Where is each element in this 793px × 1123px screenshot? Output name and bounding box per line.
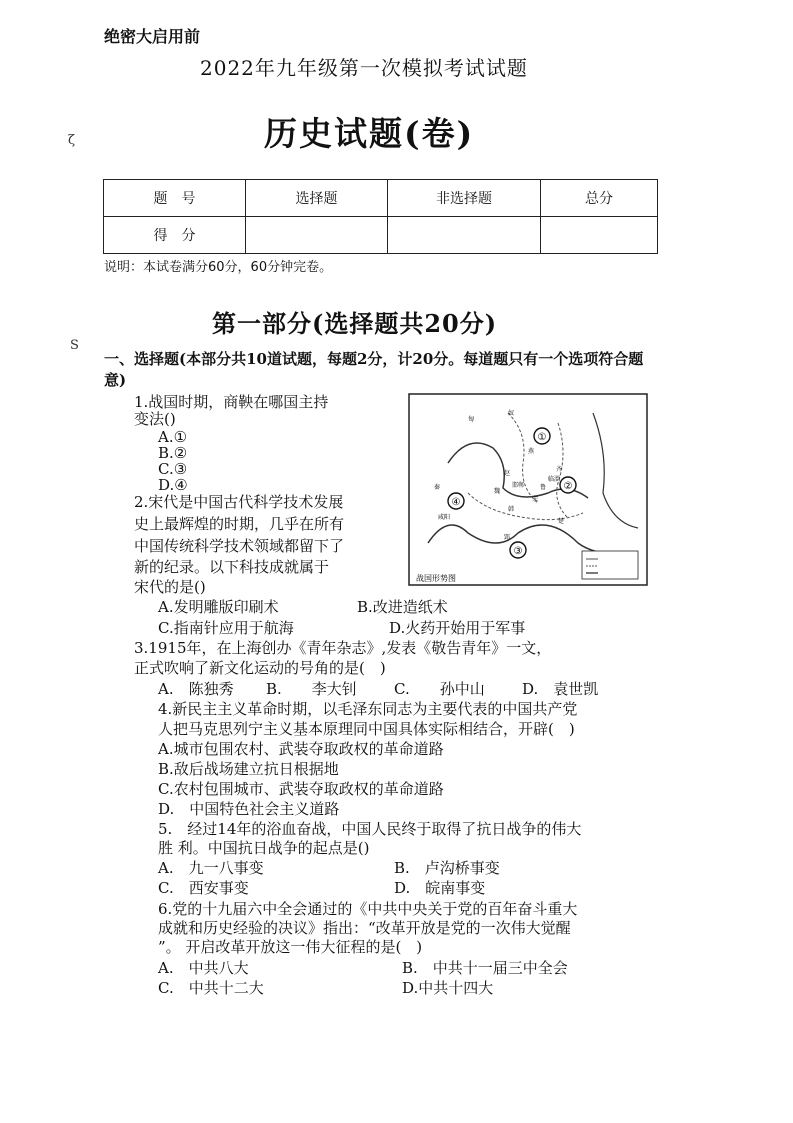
q6-option-c[interactable]: C. 中共十二大 [158,979,264,997]
q4-option-c[interactable]: C.农村包围城市、武装夺取政权的革命道路 [158,780,444,798]
score-header-nonchoice: 非选择题 [388,180,541,217]
map-label-linzi: 临淄 [548,476,561,483]
part-title: 第一部分(选择题共20分) [212,309,498,338]
warring-states-map [408,393,648,586]
q2-stem-line2: 史上最辉煌的时期，几乎在所有 [134,515,345,533]
map-label-xianyang: 咸阳 [438,514,451,521]
q1-stem-line2: 变法() [134,410,176,428]
q2-option-b[interactable]: B.改进造纸术 [357,598,448,616]
q2-stem-line1: 2.宋代是中国古代科学技术发展 [134,493,344,511]
q3-stem-line2: 正式吹响了新文化运动的号角的是( ) [134,659,386,677]
q3-option-b[interactable]: B. 李大钊 [266,680,357,698]
score-header-total: 总分 [541,180,658,217]
margin-mark-2: S [70,338,79,353]
q1-option-b[interactable]: B.② [158,444,188,462]
q3-option-a[interactable]: A. 陈独秀 [158,680,234,698]
q4-option-a[interactable]: A.城市包围农村、武装夺取政权的革命道路 [158,740,444,758]
map-label-nu: 奴 [508,410,515,417]
exam-note: 说明：本试卷满分60分，60分钟完卷。 [104,260,333,275]
q4-stem-line2: 人把马克思列宁主义基本原理同中国具体实际相结合，开辟( ) [158,720,575,738]
q5-option-a[interactable]: A. 九一八事变 [158,859,264,877]
q6-option-a[interactable]: A. 中共八大 [158,959,249,977]
q6-stem-line2: 成就和历史经验的决议》指出：“改革开放是党的一次伟大觉醒 [158,919,571,937]
q1-option-a[interactable]: A.① [158,428,188,446]
marker-4-label: ④ [451,497,461,508]
q6-option-b[interactable]: B. 中共十一届三中全会 [402,959,568,977]
q1-stem-line1: 1.战国时期，商鞅在哪国主持 [134,393,329,411]
score-header-choice: 选择题 [246,180,388,217]
q5-option-d[interactable]: D. 皖南事变 [394,879,486,897]
map-label-wei: 魏 [494,488,501,495]
map-label-handan: 邯郸 [512,482,525,489]
q4-option-b[interactable]: B.敌后战场建立抗日根据地 [158,760,339,778]
q2-option-d[interactable]: D.火药开始用于军事 [389,619,526,637]
marker-1-label: ① [537,432,547,443]
score-table [103,179,658,254]
q3-option-d[interactable]: D. 袁世凯 [522,680,599,698]
q2-option-a[interactable]: A.发明雕版印刷术 [158,598,279,616]
map-label-qin: 秦 [434,484,441,491]
confidential-label: 绝密大启用前 [104,27,201,46]
score-cell-choice[interactable] [246,217,388,254]
map-label-chu: 楚 [558,518,565,525]
map-label-yan: 燕 [528,448,535,455]
section-heading: 一、选择题(本部分共10道试题，每题2分，计20分。每道题只有一个选项符合题意) [104,350,644,389]
map-legend [582,551,638,579]
q5-option-b[interactable]: B. 卢沟桥事变 [394,859,500,877]
q3-option-c[interactable]: C. 孙中山 [394,680,485,698]
score-row-label: 得 分 [104,217,246,254]
q5-stem-line1: 5. 经过14年的浴血奋战，中国人民终于取得了抗日战争的伟大 [158,820,582,838]
map-label-ying: 郢 [504,534,511,541]
marker-3-label: ③ [513,546,523,557]
q6-stem-line1: 6.党的十九届六中全会通过的《中共中央关于党的百年奋斗重大 [158,900,578,918]
map-label-lu: 鲁 [540,484,547,491]
exam-title: 历史试题(卷) [264,114,475,153]
q1-option-d[interactable]: D.④ [158,476,188,494]
map-label-han: 韩 [508,506,515,513]
score-cell-total[interactable] [541,217,658,254]
score-header-number: 题 号 [104,180,246,217]
map-caption: 战国形势图 [416,574,456,583]
map-label-song: 宋 [532,496,539,503]
q2-stem-line5: 宋代的是() [134,578,206,596]
q1-option-c[interactable]: C.③ [158,460,188,478]
q4-stem-line1: 4.新民主主义革命时期，以毛泽东同志为主要代表的中国共产党 [158,700,578,718]
q6-stem-line3: ”。 开启改革开放这一伟大征程的是( ) [158,938,423,956]
q4-option-d[interactable]: D. 中国特色社会主义道路 [158,800,340,818]
q5-option-c[interactable]: C. 西安事变 [158,879,249,897]
margin-mark-1: ζ [68,133,76,148]
q2-stem-line3: 中国传统科学技术领域都留下了 [134,537,345,555]
q6-option-d[interactable]: D.中共十四大 [402,979,494,997]
q2-option-c[interactable]: C.指南针应用于航海 [158,619,294,637]
score-cell-nonchoice[interactable] [388,217,541,254]
q5-stem-line2: 胜 利。中国抗日战争的起点是() [158,839,370,857]
exam-subtitle: 2022年九年级第一次模拟考试试题 [200,56,528,80]
q3-stem-line1: 3.1915年，在上海创办《青年杂志》,发表《敬告青年》一文， [134,639,552,657]
map-label-zhao: 赵 [504,470,511,477]
q2-stem-line4: 新的纪录。以下科技成就属于 [134,558,330,576]
marker-2-label: ② [563,481,573,492]
map-label-xiong: 匈 [468,416,475,423]
map-label-qi: 齐 [556,466,563,473]
